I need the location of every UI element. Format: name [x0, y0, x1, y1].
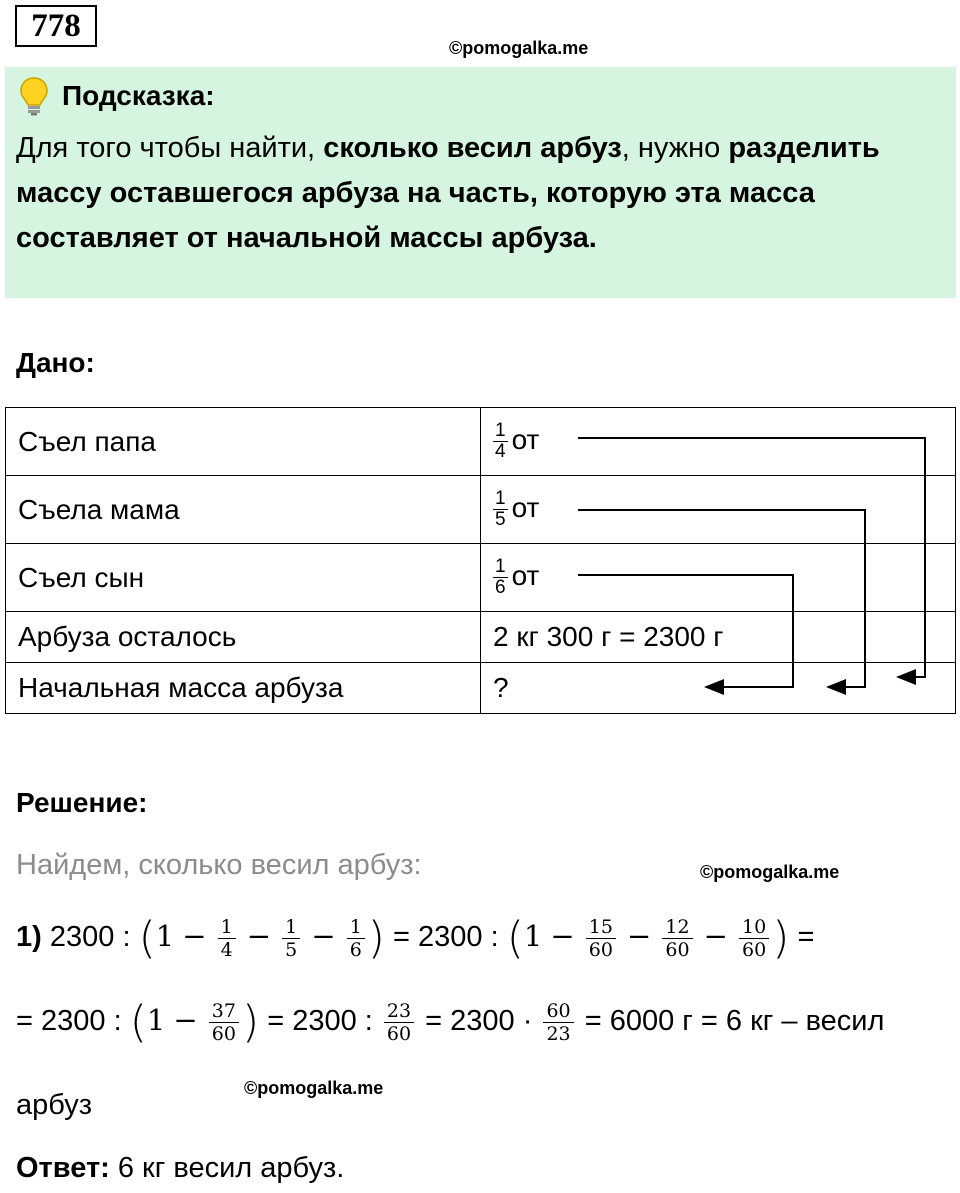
fraction: $\frac{37}{60}$ — [209, 1000, 239, 1045]
row-value: $\frac{1}{5}$ от — [481, 476, 956, 544]
solution-intro: Найдем, сколько весил арбуз: — [16, 849, 422, 881]
fraction: $\frac{1}{5}$ — [495, 488, 506, 530]
row-value: $\frac{1}{4}$ от — [481, 408, 956, 476]
row-value: 2 кг 300 г = 2300 г — [481, 612, 956, 663]
hint-title: Подсказка: — [62, 80, 215, 111]
row-value: $\frac{1}{6}$ от — [481, 544, 956, 612]
fraction: $\frac{1}{6}$ — [347, 916, 365, 961]
task-number: 778 — [15, 5, 97, 47]
arrow-papa — [578, 438, 925, 677]
row-label: Съел сын — [6, 544, 481, 612]
arrow-mama — [578, 510, 865, 687]
fraction: $\frac{1}{6}$ — [495, 556, 506, 598]
row-label: Съела мама — [6, 476, 481, 544]
solution-line-1: 1) 2300 : (1 − $\frac{1}{4}$ − $\frac{1}{5}$ − $\frac{1}{6}$ ) = 2300 : (1 − $\frac{15}{60}$ − $\frac{12}{60}$ − $\frac{10}{60}$ ) = — [16, 912, 815, 964]
given-title: Дано: — [16, 347, 95, 378]
watermark: ©pomogalka.me — [449, 38, 589, 58]
fraction: $\frac{12}{60}$ — [662, 916, 692, 961]
fraction: $\frac{1}{4}$ — [495, 420, 506, 462]
row-label: Начальная масса арбуза — [6, 663, 481, 714]
row-label: Съел папа — [6, 408, 481, 476]
solution-line-2: = 2300 : (1 − $\frac{37}{60}$ ) = 2300 : $\frac{23}{60}$ = 2300 · $\frac{60}{23}$ = 6000 г = 6 кг – весил — [16, 996, 885, 1048]
solution-title: Решение: — [16, 787, 148, 818]
row-label: Арбуза осталось — [6, 612, 481, 663]
watermark: ©pomogalka.me — [700, 862, 840, 882]
answer: Ответ: 6 кг весил арбуз. — [16, 1152, 345, 1184]
fraction: $\frac{10}{60}$ — [739, 916, 769, 961]
watermark: ©pomogalka.me — [244, 1078, 384, 1098]
hint-text: Для того чтобы найти, сколько весил арбуз, нужно разделить массу оставшегося арбуза на часть, которую эта масса составляет от начальной массы арбуза. — [16, 132, 880, 254]
fraction: $\frac{1}{5}$ — [282, 916, 300, 961]
fraction: $\frac{60}{23}$ — [543, 1000, 573, 1045]
fraction: $\frac{1}{4}$ — [218, 916, 236, 961]
solution-line-3: арбуз — [16, 1089, 93, 1121]
fraction: $\frac{23}{60}$ — [384, 1000, 414, 1045]
row-value: ? — [481, 663, 956, 714]
arrow-son — [578, 575, 793, 687]
fraction: $\frac{15}{60}$ — [586, 916, 616, 961]
